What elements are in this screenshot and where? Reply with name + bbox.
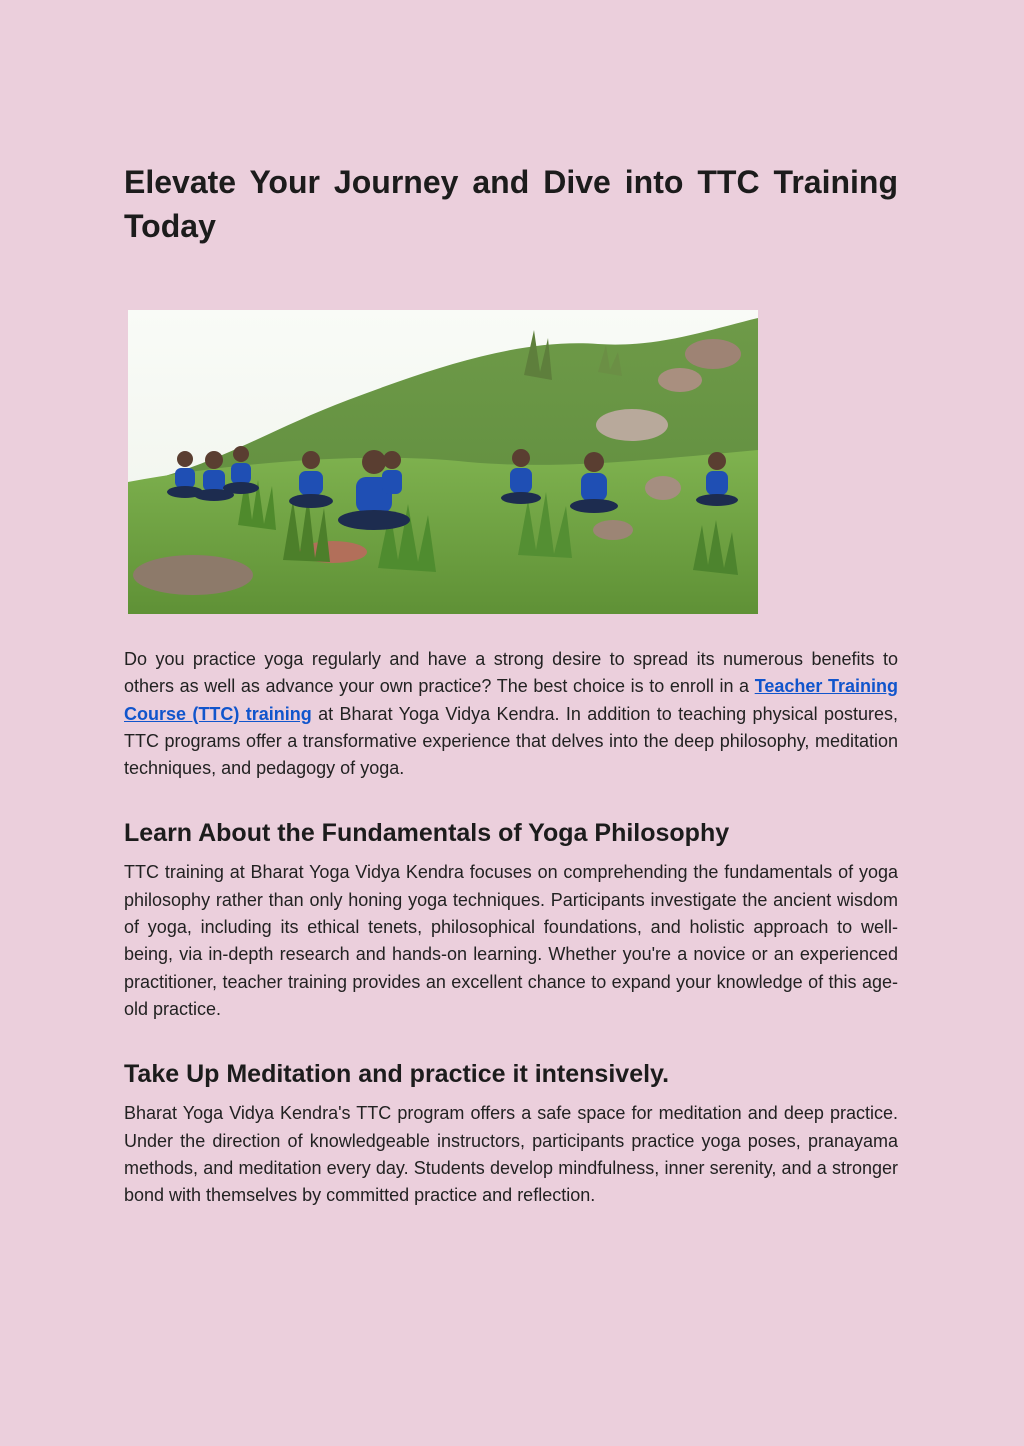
ttc-training-link[interactable]: Teacher Training Course (TTC) training (124, 676, 899, 724)
rock (593, 520, 633, 540)
rock (645, 476, 681, 500)
rock (596, 409, 668, 441)
rock (658, 368, 702, 392)
intro-paragraph (124, 646, 898, 782)
intro-text-end: at Bharat Yoga Vidya Kendra. In addition to teaching physical postures, TTC programs offer a transformative experience that delves into the deep philosophy, meditation techniques, and pedagogy of yoga. (124, 703, 899, 779)
meditating-person (382, 451, 402, 494)
intro-text-start: Do you practice yoga regularly and have a strong desire to spread its numerous benefits to others as well as advance your own practice? The best choice is to enroll in a (124, 649, 898, 697)
section-body-philosophy: TTC training at Bharat Yoga Vidya Kendra focuses on comprehending the fundamentals of yoga philosophy rather than only honing yoga techniques. Participants investigate the ancient wisdom of yoga, including its ethical tenets, philosophical foundations, and holistic approach to well-being, via in-depth research and hands-on learning. Whether you're a novice or an experienced practitioner, teacher training provides an excellent chance to expand your knowledge of this age-old practice. (124, 862, 898, 1019)
rock (685, 339, 741, 369)
section-heading-philosophy: Learn About the Fundamentals of Yoga Philosophy (124, 819, 730, 848)
section-heading-meditation: Take Up Meditation and practice it intensively. (124, 1060, 670, 1089)
document-content (124, 160, 898, 1209)
page-title: Elevate Your Journey and Dive into TTC Training Today (124, 164, 898, 244)
rock (133, 555, 253, 595)
hero-image (128, 310, 758, 614)
section-body-meditation: Bharat Yoga Vidya Kendra's TTC program offers a safe space for meditation and deep practice. Under the direction of knowledgeable instructors, participants practice yoga poses, pranayama methods, and meditation every day. Students develop mindfulness, inner serenity, and a stronger bond with themselves by committed practice and reflection. (124, 1103, 898, 1206)
yoga-group-photo (128, 310, 758, 614)
